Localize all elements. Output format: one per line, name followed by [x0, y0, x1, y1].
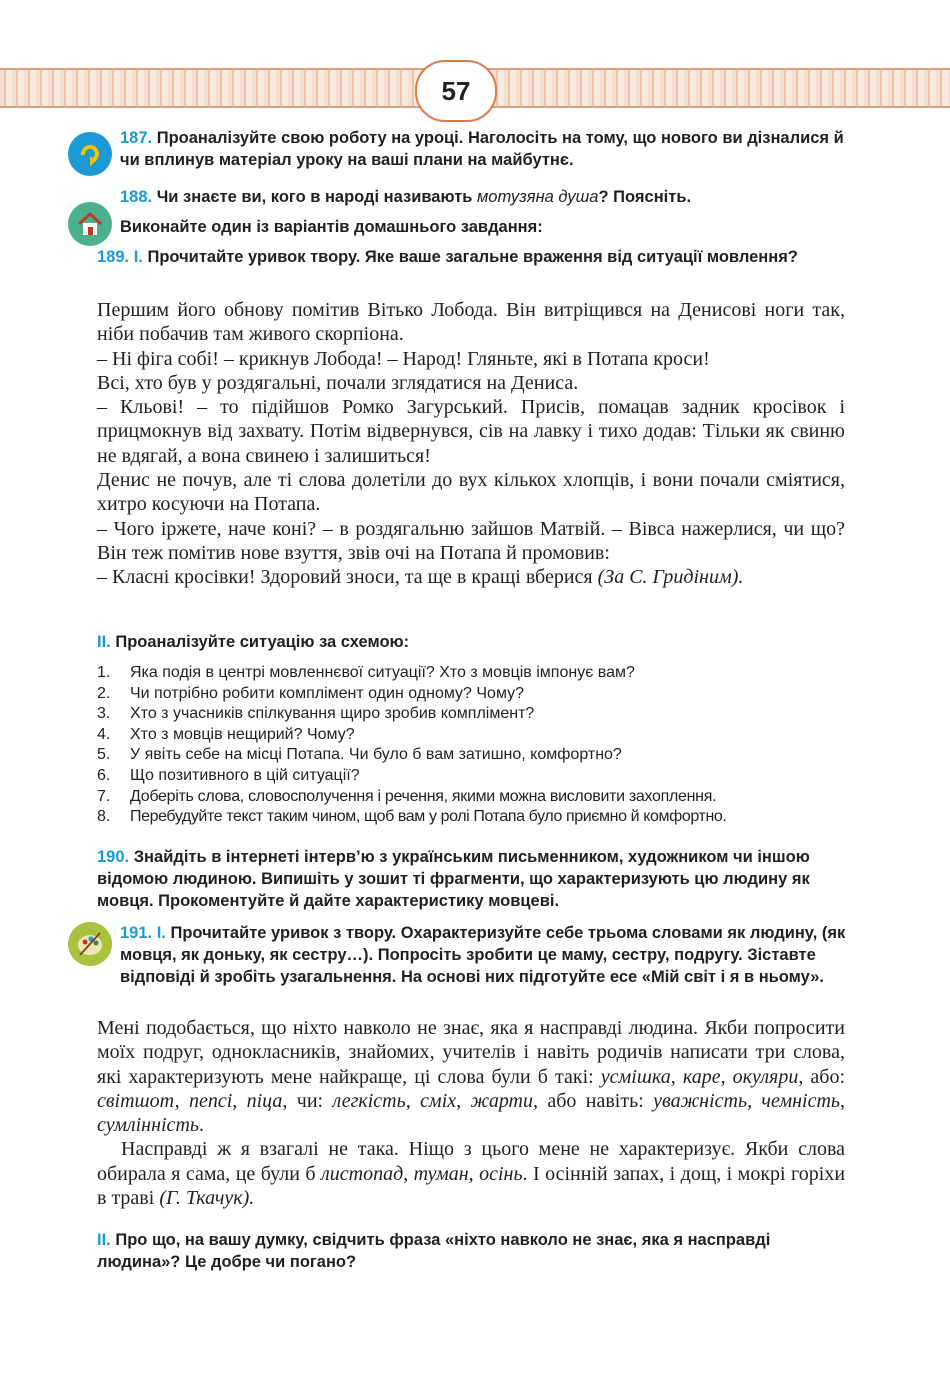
list-item: 3. Хто з учасників спілкування щиро зробив комплімент?	[97, 705, 535, 723]
task-number: 189.	[97, 248, 130, 266]
list-item: 7. Доберіть слова, словосполучення і речення, якими можна висловити захоплення.	[97, 787, 717, 805]
task-189-part-2: II. Проаналізуйте ситуацію за схемою:	[97, 633, 410, 651]
list-item: 2. Чи потрібно робити комплімент один одному? Чому?	[97, 684, 525, 702]
question-list	[97, 663, 857, 828]
excerpt-paragraph: Всі, хто був у роздягальні, почали зглядатися на Дениса.	[97, 371, 579, 394]
house-icon	[68, 202, 112, 246]
homework-heading: Виконайте один із варіантів домашнього завдання:	[120, 218, 543, 236]
excerpt-191	[97, 1016, 845, 1210]
excerpt-paragraph: Насправді ж я взагалі не така. Ніщо з цього мене не характеризує. Якби слова обирала я сама, це були б листопад, туман, осінь. І осінній запах, і дощ, і мокрі горіхи в траві (Г. Ткачук).	[97, 1138, 846, 1210]
task-number: 190.	[97, 848, 130, 866]
task-191-part-2: II. Про що, на вашу думку, свідчить фраза «ніхто навколо не знає, яка я насправді людина»? Це добре чи погано?	[97, 1231, 771, 1271]
excerpt-source: (За С. Гридіним).	[597, 566, 744, 589]
task-number: 187.	[120, 129, 153, 147]
task-number: 188.	[120, 188, 153, 206]
task-188: 188. Чи знаєте ви, кого в народі називають мотузяна душа? Поясніть.	[120, 188, 692, 206]
excerpt-paragraph: – Кльові! – то підійшов Ромко Загурський. Присів, помацав задник кросівок і прицмокнув від захвату. Потім відвернувся, сів на лавку і тихо додав: Тільки як свиню не вдягай, а вона свинею і залишиться!	[97, 396, 845, 467]
task-number: 191.	[120, 924, 153, 942]
refresh-icon	[68, 132, 112, 176]
excerpt-paragraph: Денис не почув, але ті слова долетіли до вух кількох хлопців, і вони почали сміятися, хитро косуючи на Потапа.	[97, 469, 845, 516]
excerpt-paragraph: – Ні фіга собі! – крикнув Лобода! – Народ! Гляньте, які в Потапа кроси!	[97, 347, 710, 370]
task-190: 190. Знайдіть в інтернеті інтерв’ю з українським письменником, художником чи іншою відомою людиною. Випишіть у зошит ті фрагменти, що характеризують цю людину як мовця. Прокоментуйте й дайте характеристику мовцеві.	[97, 848, 810, 910]
task-191: 191. I. Прочитайте уривок з твору. Охарактеризуйте себе трьома словами як людину, (як мовця, як доньку, як сестру…). Попросіть зробити це маму, сестру, подругу. Зіставте відповіді й зробіть узагальнення. На основі них підготуйте есе «Мій світ і я в ньому».	[120, 924, 846, 986]
task-189: 189. I. Прочитайте уривок твору. Яке ваше загальне враження від ситуації мовлення?	[97, 248, 798, 266]
list-item: 1. Яка подія в центрі мовленнєвої ситуації? Хто з мовців імпонує вам?	[97, 664, 635, 681]
excerpt-paragraph: Першим його обнову помітив Вітько Лобода. Він витріщився на Денисові ноги так, ніби побачив там живого скорпіона.	[97, 299, 845, 346]
excerpt-paragraph: – Класні кросівки! Здоровий зноси, та ще в кращі вберися (За С. Гридіним).	[97, 566, 744, 589]
list-item: 5. У явіть себе на місці Потапа. Чи було б вам затишно, комфортно?	[97, 746, 622, 764]
italic-term: мотузяна душа	[476, 188, 599, 206]
task-187	[120, 127, 846, 171]
excerpt-paragraph: Мені подобається, що ніхто навколо не знає, яка я насправді людина. Якби попросити моїх подруг, однокласників, знайомих, учителів і навіть родичів написати три слова, які характеризують мене найкраще, ці слова були б такі: усмішка, каре, окуляри, або: світшот, пепсі, піца, чи: легкість, сміх, жарти, або навіть: уважність, чемність, сумлінність.	[97, 1017, 846, 1137]
palette-icon	[68, 922, 112, 966]
list-item: 4. Хто з мовців нещирий? Чому?	[97, 725, 355, 743]
page-number: 57	[441, 75, 471, 106]
list-item: 6. Що позитивного в цій ситуації?	[97, 766, 360, 784]
task-text: Проаналізуйте свою роботу на уроці. Наголосіть на тому, що нового ви дізналися й чи вплинув матеріал уроку на ваші плани на майбутнє.	[120, 129, 844, 169]
excerpt-189	[97, 298, 845, 590]
excerpt-paragraph: – Чого іржете, наче коні? – в роздягальню зайшов Матвій. – Вівса нажерлися, чи що? Він теж помітив нове взуття, звів очі на Потапа й промовив:	[97, 517, 845, 564]
list-item: 8. Перебудуйте текст таким чином, щоб вам у ролі Потапа було приємно й комфортно.	[97, 808, 727, 826]
page-number-badge	[415, 60, 497, 122]
